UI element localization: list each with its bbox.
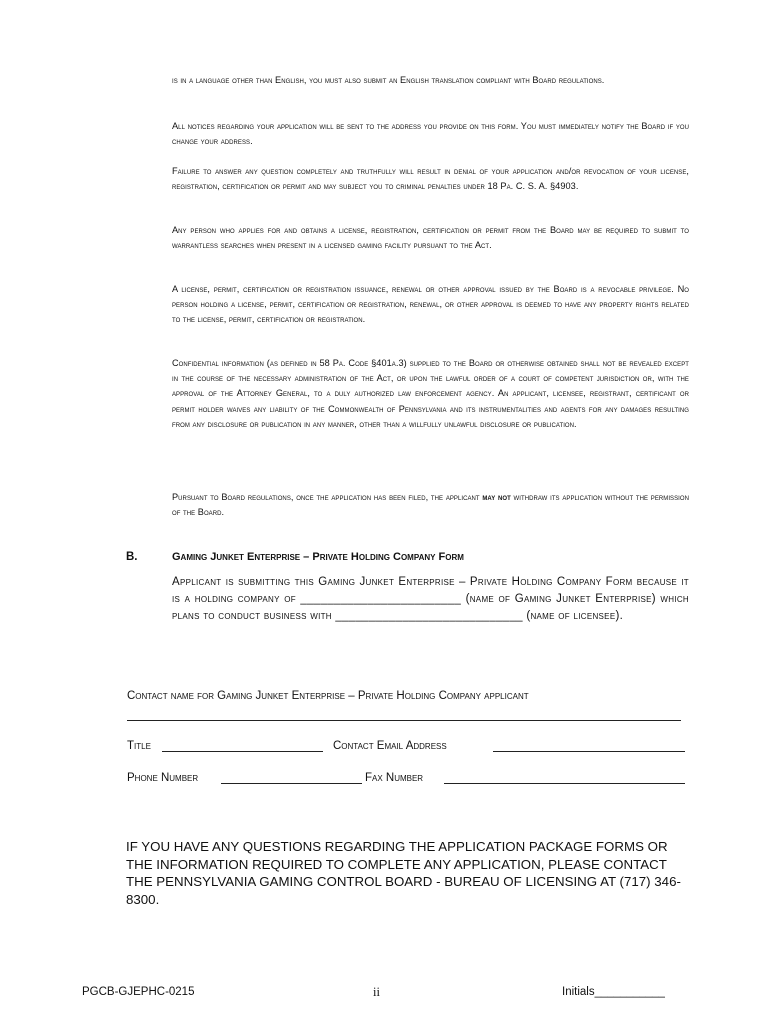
revocable-privilege-notice: A license, permit, certification or registration issuance, renewal or other approval issued by the Board is a revocable privilege. No person holding a license, permit, certification or registration, renewal, or other approval is deemed to have any property rights related to the license, permit, certification or registration. [172,284,689,325]
section-body: Applicant is submitting this Gaming Junket Enterprise – Private Holding Company Form because it is a holding company of ________________________ (name of Gaming Junket Enterprise) which plans to conduct business with ____________________________ (name of licensee). [172,576,689,622]
fax-field[interactable] [444,783,685,784]
withdrawal-emphasis: may not [482,492,511,502]
phone-field[interactable] [221,783,362,784]
english-translation-notice: is in a language other than English, you must also submit an English translation compliant with Board regulations. [172,75,605,85]
withdrawal-text-before: Pursuant to Board regulations, once the application has been filed, the applicant [172,492,483,502]
section-title: Gaming Junket Enterprise – Private Holding Company Form [172,551,464,563]
title-label: Title [127,740,151,752]
warrantless-search-notice: Any person who applies for and obtains a license, registration, certification or permit from the Board may be required to submit to warrantless searches when present in a licensed gaming facility pursuant to the Act. [172,225,689,251]
section-letter: B. [126,551,138,563]
title-field[interactable] [162,751,323,752]
withdrawal-text-after: withdraw its application without the permission of the Board. [172,492,689,518]
address-notice: All notices regarding your application will be sent to the address you provide on this form. You must immediately notify the Board if you change your address. [172,121,689,147]
initials-field[interactable]: Initials___________ [562,986,665,998]
phone-label: Phone Number [127,772,199,784]
email-field[interactable] [493,751,685,752]
confidential-information-notice: Confidential information (as defined in 58 Pa. Code §401a.3) supplied to the Board or otherwise obtained shall not be revealed except in the course of the necessary administration of the Act, or upon the lawful order of a court of competent jurisdiction or, with the approval of the Attorney General, to a duly authorized law enforcement agency. An applicant, licensee, registrant, certificant or permit holder waives any liability of the Commonwealth of Pennsylvania and its instrumentalities and agents for any damages resulting from any disclosure or publication in any manner, other than a willfully unlawful disclosure or publication. [172,358,689,429]
truthfulness-warning: Failure to answer any question completely and truthfully will result in denial of your application and/or revocation of your license, registration, certification or permit and may subject you to criminal penalties under 18 Pa. C. S. A. §4903. [172,166,689,192]
withdrawal-notice [172,490,689,520]
contact-name-field[interactable] [127,720,681,721]
contact-information-notice: IF YOU HAVE ANY QUESTIONS REGARDING THE APPLICATION PACKAGE FORMS OR THE INFORMATION REQUIRED TO COMPLETE ANY APPLICATION, PLEASE CONTACT THE PENNSYLVANIA GAMING CONTROL BOARD - BUREAU OF LICENSING AT (717) 346-8300. [126,839,681,907]
form-code: PGCB-GJEPHC-0215 [82,986,195,998]
contact-name-label: Contact name for Gaming Junket Enterprise – Private Holding Company applicant [127,690,529,702]
page-number: ii [373,985,380,999]
email-label: Contact Email Address [333,740,447,752]
fax-label: Fax Number [365,772,424,784]
